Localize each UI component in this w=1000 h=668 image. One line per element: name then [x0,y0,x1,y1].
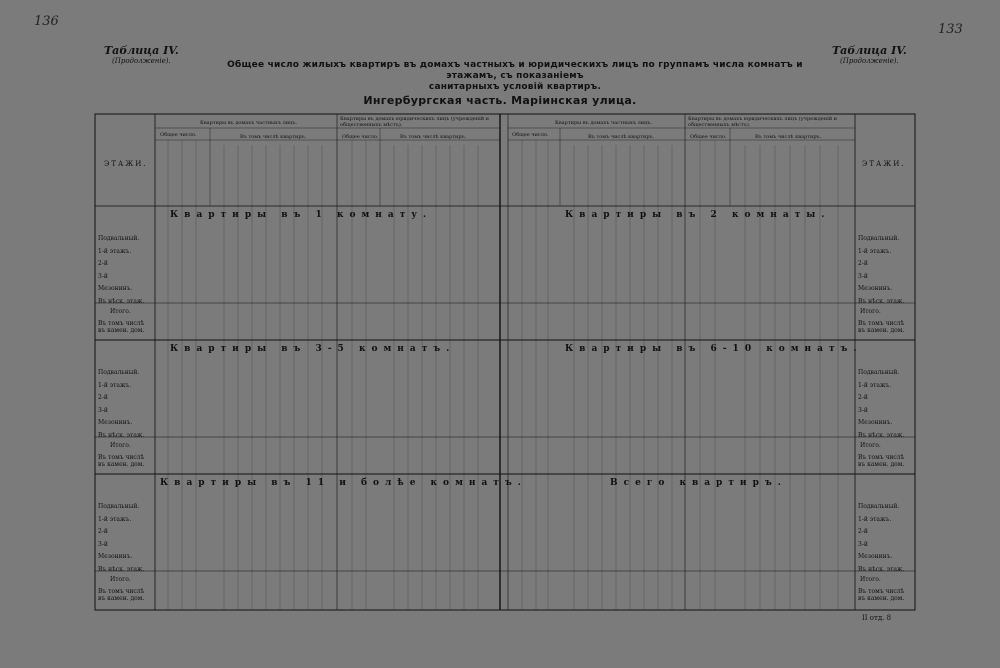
floor-label: 3-й [858,272,868,280]
floor-label: 2-й [98,394,108,401]
table-sub-right: (Продолженіе). [840,57,899,65]
incl-label-right-1: Въ томъ числѣ въ камен. дом. [858,320,905,334]
floor-label: 2-й [98,260,108,267]
page-number-left: 136 [34,14,59,29]
header-legal-right: Квартиры въ домахъ юридическихъ лицъ (учрежденій и общественныхъ мѣстъ). [688,116,837,128]
header-by-number-2: Въ томъ числѣ квартиръ. [400,134,467,140]
title-line-2: санитарныхъ условій квартиръ. [428,82,602,92]
floor-label: Подвальный. [98,235,140,242]
floor-label: Мезонинъ. [858,553,893,560]
section-title-1: Квартиры въ 1 комнату. [170,210,433,220]
floor-labels-right-1 [858,233,904,308]
page-number-right: 133 [938,22,963,37]
header-by-number-4: Въ томъ числѣ квартиръ. [755,134,822,140]
floor-label: 1-й этажъ. [858,515,892,523]
floor-label: 3-й [98,272,108,280]
floor-label: Мезонинъ. [858,285,893,292]
floor-label: Подвальный. [858,369,900,376]
floor-label: 1-й этажъ. [98,381,132,389]
incl-label-right-2: Въ томъ числѣ въ камен. дом. [858,454,905,468]
table-name-left: Таблица IV. [104,44,179,57]
floor-label: Въ нѣск. этаж. [98,297,145,305]
floor-label: 2-й [858,528,868,535]
floor-label: Мезонинъ. [98,285,133,292]
floor-label: Мезонинъ. [858,419,893,426]
total-label-right-1: Итого. [860,308,881,315]
total-label-left-3: Итого. [110,576,131,583]
incl-label-right-3: Въ томъ числѣ въ камен. дом. [858,588,905,602]
floor-label: 2-й [858,260,868,267]
table-sub-left: (Продолженіе). [112,57,171,65]
floor-label: 3-й [98,406,108,414]
total-label-left-1: Итого. [110,308,131,315]
floor-label: 1-й этажъ. [98,515,132,523]
floor-label: Въ нѣск. этаж. [858,565,905,573]
header-private-left: Квартиры въ домахъ частныхъ лицъ. [200,120,298,126]
header-legal-left: Квартиры въ домахъ юридическихъ лицъ (учрежденій и общественныхъ мѣстъ). [340,116,489,128]
section-title-2: Квартиры въ 2 комнаты. [565,210,831,220]
floor-label: 1-й этажъ. [858,381,892,389]
col-header-floors-right: ЭТАЖИ. [862,160,906,168]
incl-label-left-1: Въ томъ числѣ въ камен. дом. [98,320,145,334]
floor-labels-left-3 [98,501,144,576]
header-general-3: Общее число. [512,132,549,138]
floor-labels-right-2 [858,367,904,442]
header-by-number-3: Въ томъ числѣ квартиръ. [588,134,655,140]
col-header-floors-left: ЭТАЖИ. [104,160,148,168]
floor-label: Въ нѣск. этаж. [858,297,905,305]
header-general-1: Общее число. [160,132,197,138]
section-title-3: Квартиры въ 3-5 комнатъ. [170,344,456,354]
floor-label: 1-й этажъ. [98,247,132,255]
title-line-1: Общее число жилыхъ квартиръ въ домахъ частныхъ и юридическихъ лицъ по группамъ числа комнатъ и этажамъ, съ показаніемъ [227,60,803,81]
table-name-right: Таблица IV. [832,44,907,57]
section-title-4: Квартиры въ 6-10 комнатъ. [565,344,863,354]
floor-labels-left-1 [98,233,144,308]
document-subtitle: Ингербургская часть. Маріинская улица. [363,94,637,107]
floor-label: Мезонинъ. [98,419,133,426]
floor-label: 3-й [858,406,868,414]
total-label-left-2: Итого. [110,442,131,449]
floor-label: 1-й этажъ. [858,247,892,255]
floor-label: 3-й [98,540,108,548]
total-label-right-2: Итого. [860,442,881,449]
total-label-right-3: Итого. [860,576,881,583]
floor-label: Въ нѣск. этаж. [858,431,905,439]
floor-label: Подвальный. [858,235,900,242]
floor-label: 2-й [98,528,108,535]
floor-labels-left-2 [98,367,144,442]
floor-label: 2-й [858,394,868,401]
floor-label: Подвальный. [858,503,900,510]
floor-labels-right-3 [858,501,904,576]
floor-label: Подвальный. [98,503,140,510]
header-general-4: Общее число. [690,134,727,140]
floor-label: 3-й [858,540,868,548]
section-title-6: Всего квартиръ. [610,478,787,488]
incl-label-left-2: Въ томъ числѣ въ камен. дом. [98,454,145,468]
floor-label: Мезонинъ. [98,553,133,560]
floor-label: Въ нѣск. этаж. [98,565,145,573]
header-general-2: Общее число. [342,134,379,140]
floor-label: Въ нѣск. этаж. [98,431,145,439]
floor-label: Подвальный. [98,369,140,376]
section-title-5: Квартиры въ 11 и болѣе комнатъ. [160,478,527,488]
footer-mark: II отд. 8 [862,614,892,622]
incl-label-left-3: Въ томъ числѣ въ камен. дом. [98,588,145,602]
header-by-number-1: Въ томъ числѣ квартиръ. [240,134,307,140]
header-private-right: Квартиры въ домахъ частныхъ лицъ. [555,120,653,126]
